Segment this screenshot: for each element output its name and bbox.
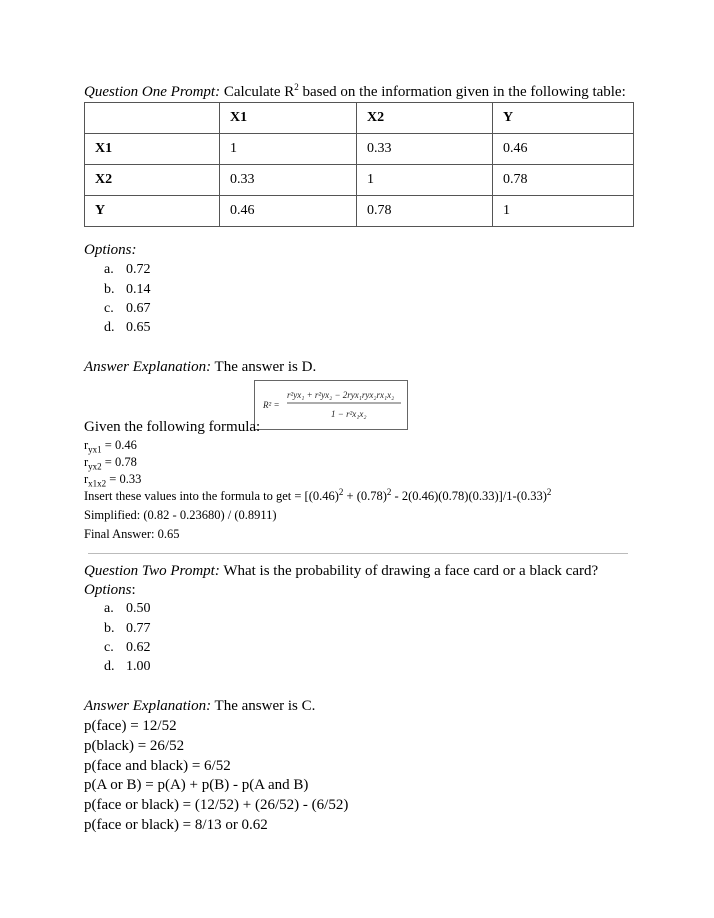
q2-option-b xyxy=(104,620,151,638)
q2-prompt xyxy=(84,562,598,581)
q2-work-line: p(face or black) = (12/52) + (26/52) - (6/52) xyxy=(84,797,349,813)
q1-option-c xyxy=(104,300,151,318)
var-symbol: r xyxy=(84,472,89,486)
insert-sup: 2 xyxy=(386,486,392,497)
q2-answer xyxy=(84,697,315,716)
option-value: 0.62 xyxy=(126,640,151,655)
table-cell: 1 xyxy=(493,196,634,227)
table-cell: 0.78 xyxy=(357,196,493,227)
option-letter: d. xyxy=(104,320,115,335)
option-value: 0.67 xyxy=(126,301,151,316)
insert-sup: 2 xyxy=(338,486,344,497)
q1-simplified: Simplified: (0.82 - 0.23680) / (0.8911) xyxy=(84,508,277,522)
q1-option-b xyxy=(104,281,151,299)
table-header-row xyxy=(85,103,634,134)
q1-prompt-label: Question One Prompt: xyxy=(84,84,221,100)
q1-option-d xyxy=(104,319,151,337)
table-cell: 0.33 xyxy=(357,134,493,165)
table-cell: 0.46 xyxy=(220,196,357,227)
q2-options-label xyxy=(84,581,136,600)
q2-work-line: p(face or black) = 8/13 or 0.62 xyxy=(84,817,268,833)
q1-prompt xyxy=(84,83,626,102)
option-value: 0.65 xyxy=(126,320,151,335)
q1-answer-label: Answer Explanation: xyxy=(84,359,212,375)
q2-work-line: p(black) = 26/52 xyxy=(84,738,185,754)
option-value: 0.72 xyxy=(126,262,151,277)
option-letter: b. xyxy=(104,282,115,297)
table-cell: 0.78 xyxy=(493,165,634,196)
section-divider xyxy=(88,553,628,554)
var-subscript: x1x2 xyxy=(88,478,107,489)
q1-prompt-text-post: based on the information given in the following table: xyxy=(298,84,626,100)
q2-answer-label: Answer Explanation: xyxy=(84,698,212,714)
table-row xyxy=(85,165,634,196)
var-value: = 0.78 xyxy=(101,455,137,469)
q1-final-answer: Final Answer: 0.65 xyxy=(84,527,180,541)
var-rx1x2 xyxy=(84,471,141,487)
q2-work-line: p(A or B) = p(A) + p(B) - p(A and B) xyxy=(84,777,309,793)
table-header-cell: X2 xyxy=(357,103,493,134)
q2-options-word: Options xyxy=(84,582,132,598)
q2-work-line: p(face) = 12/52 xyxy=(84,718,177,734)
q2-option-d xyxy=(104,658,151,676)
svg-text:R² =: R² = xyxy=(263,400,280,410)
option-letter: b. xyxy=(104,621,115,636)
q1-options-label: Options: xyxy=(84,242,137,258)
option-letter: c. xyxy=(104,640,114,655)
option-letter: a. xyxy=(104,601,114,616)
option-value: 1.00 xyxy=(126,659,151,674)
option-value: 0.14 xyxy=(126,282,151,297)
var-ryx2 xyxy=(84,454,137,470)
var-ryx1 xyxy=(84,437,137,453)
q1-prompt-text-pre: Calculate R xyxy=(220,84,295,100)
table-cell: 0.33 xyxy=(220,165,357,196)
q1-formula-intro: Given the following formula: xyxy=(84,419,261,435)
option-letter: d. xyxy=(104,659,115,674)
table-header-cell xyxy=(85,103,220,134)
insert-part: Insert these values into the formula to get = [(0.46) xyxy=(84,489,339,503)
q2-prompt-label: Question Two Prompt: xyxy=(84,563,220,579)
q2-answer-text: The answer is C. xyxy=(211,698,316,714)
svg-text:r²yx₁ + r²yx₂ − 2ryx₁ryx₂rx₁x₂: r²yx₁ + r²yx₂ − 2ryx₁ryx₂rx₁x₂ xyxy=(287,390,395,400)
option-letter: c. xyxy=(104,301,114,316)
q2-work-line: p(face and black) = 6/52 xyxy=(84,758,231,774)
insert-sup: 2 xyxy=(546,486,552,497)
q1-answer-text: The answer is D. xyxy=(211,359,317,375)
table-header-cell: Y xyxy=(493,103,634,134)
option-letter: a. xyxy=(104,262,114,277)
table-cell: 1 xyxy=(357,165,493,196)
var-value: = 0.46 xyxy=(101,438,137,452)
q2-prompt-text: What is the probability of drawing a face card or a black card? xyxy=(219,563,599,579)
formula-graphic xyxy=(255,381,407,429)
var-value: = 0.33 xyxy=(106,472,142,486)
option-value: 0.77 xyxy=(126,621,151,636)
var-subscript: yx1 xyxy=(88,444,102,455)
q1-answer xyxy=(84,358,316,377)
table-row xyxy=(85,134,634,165)
correlation-table xyxy=(84,102,634,227)
svg-text:1 − r²x₁x₂: 1 − r²x₁x₂ xyxy=(331,409,367,419)
q2-option-c xyxy=(104,639,151,657)
table-row-header: X1 xyxy=(85,134,220,165)
var-symbol: r xyxy=(84,438,89,452)
insert-part: + (0.78) xyxy=(343,489,387,503)
q2-options-colon: : xyxy=(131,582,136,598)
table-row-header: X2 xyxy=(85,165,220,196)
var-symbol: r xyxy=(84,455,89,469)
q1-insert-line xyxy=(84,488,551,504)
table-header-cell: X1 xyxy=(220,103,357,134)
q1-option-a xyxy=(104,261,151,279)
r-squared-formula-image xyxy=(254,380,408,430)
table-cell: 1 xyxy=(220,134,357,165)
table-row xyxy=(85,196,634,227)
option-value: 0.50 xyxy=(126,601,151,616)
q2-option-a xyxy=(104,600,151,618)
insert-part: - 2(0.46)(0.78)(0.33)]/1-(0.33) xyxy=(391,489,547,503)
table-row-header: Y xyxy=(85,196,220,227)
var-subscript: yx2 xyxy=(88,461,102,472)
q1-prompt-sup: 2 xyxy=(294,82,299,92)
table-cell: 0.46 xyxy=(493,134,634,165)
